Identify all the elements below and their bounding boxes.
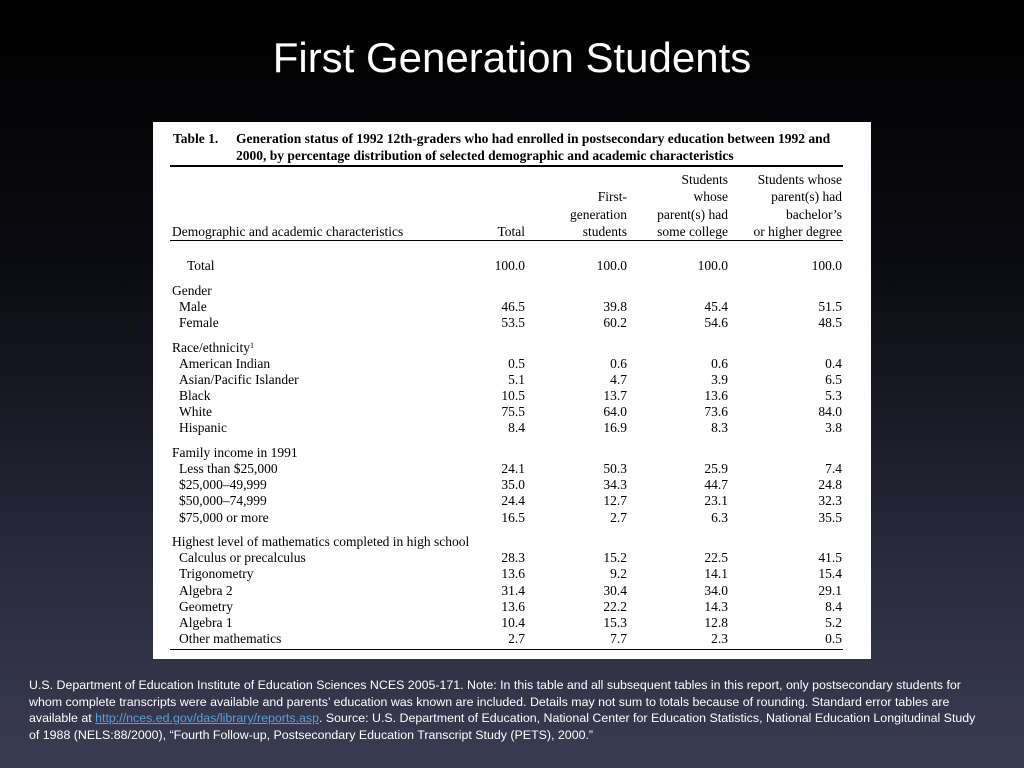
header-rule: [170, 240, 843, 241]
column-header-first-line: generation: [570, 206, 627, 222]
table-cell-some: 23.1: [704, 493, 728, 509]
row-label: Black: [179, 388, 211, 404]
table-cell-first: 39.8: [603, 299, 627, 315]
table-cell-first: 9.2: [610, 566, 627, 582]
table-cell-bach: 7.4: [825, 461, 842, 477]
table-cell-total: 24.1: [501, 461, 525, 477]
table-cell-bach: 6.5: [825, 372, 842, 388]
table-cell-first: 16.9: [603, 420, 627, 436]
footer-source: . Source: U.S. Department of Education, National Center for Education Statistics, National Education Longitudinal Study of 1988 (NELS:88/2000), “Fourth Follow-up, Postsecondary Education Transcript Study (PETS), 2000.”: [29, 711, 976, 742]
table-cell-first: 2.7: [610, 509, 627, 525]
table-cell-some: 2.3: [711, 630, 728, 646]
column-header-bach-line: bachelor’s: [786, 206, 842, 222]
table-cell-some: 8.3: [711, 420, 728, 436]
table-cell-total: 53.5: [501, 315, 525, 331]
bottom-rule: [170, 649, 843, 650]
row-label: Hispanic: [179, 420, 227, 436]
table-cell-some: 6.3: [711, 509, 728, 525]
row-label: White: [179, 404, 212, 420]
table-cell-some: 44.7: [704, 477, 728, 493]
table-cell-bach: 84.0: [818, 404, 842, 420]
row-label-total: Total: [187, 258, 215, 273]
table-cell-total: 5.1: [508, 372, 525, 388]
table-cell-total: 10.5: [501, 388, 525, 404]
table-cell-bach: 29.1: [818, 582, 842, 598]
row-label: Other mathematics: [179, 630, 282, 646]
table-cell-some: 25.9: [704, 461, 728, 477]
table-cell-total: 10.4: [501, 614, 525, 630]
table-cell-some: 22.5: [704, 550, 728, 566]
table-cell-bach: 100.0: [811, 258, 842, 273]
row-label: Algebra 1: [179, 614, 233, 630]
table-cell-bach: 0.5: [825, 630, 842, 646]
table-cell-some: 73.6: [704, 404, 728, 420]
column-header-bach-line: Students whose: [757, 171, 842, 187]
table-cell-bach: 41.5: [818, 550, 842, 566]
column-header-first-line: students: [582, 224, 627, 239]
column-header-some-line: Students: [681, 171, 728, 187]
table-cell-some: 45.4: [704, 299, 728, 315]
group-title-text: Highest level of mathematics completed in high school: [172, 534, 470, 550]
table-cell-first: 34.3: [603, 477, 627, 493]
table-number: Table 1.: [173, 131, 219, 146]
table-cell-first: 60.2: [603, 315, 627, 331]
table-cell-total: 13.6: [501, 598, 525, 614]
table-cell-total: 46.5: [501, 299, 525, 315]
table-cell-some: 3.9: [711, 372, 728, 388]
table-cell-first: 15.2: [603, 550, 627, 566]
table-image: [153, 122, 871, 659]
table-cell-bach: 48.5: [818, 315, 842, 331]
table-title: Generation status of 1992 12th-graders who had enrolled in postsecondary education between 1992 and 2000, by percentage distribution of selected demographic and academic characteristics: [236, 131, 831, 163]
table-cell-total: 0.5: [508, 356, 525, 371]
table-cell-bach: 35.5: [818, 509, 842, 525]
table-cell-some: 14.3: [704, 598, 728, 614]
group-title-text: Gender: [172, 283, 212, 298]
row-label: Asian/Pacific Islander: [179, 372, 299, 388]
table-cell-bach: 3.8: [825, 420, 842, 436]
top-rule: [170, 165, 843, 167]
table-cell-first: 15.3: [603, 614, 627, 630]
table-cell-some: 34.0: [704, 582, 728, 598]
row-label: $25,000–49,999: [179, 477, 267, 493]
table-cell-total: 8.4: [508, 420, 525, 436]
table-cell-first: 12.7: [603, 493, 627, 509]
table-cell-some: 12.8: [704, 614, 728, 630]
table-cell-first: 50.3: [603, 461, 627, 477]
table-cell-bach: 8.4: [825, 598, 842, 614]
column-header-total-line: Total: [497, 224, 525, 239]
table-cell-bach: 5.3: [825, 388, 842, 404]
table-cell-bach: 32.3: [818, 493, 842, 509]
footer-link[interactable]: http://nces.ed.gov/das/library/reports.asp: [95, 711, 319, 726]
column-header-bach-line: or higher degree: [753, 224, 842, 239]
table-cell-total: 13.6: [501, 566, 525, 582]
table-cell-first: 30.4: [603, 582, 627, 598]
table-cell-total: 2.7: [508, 630, 525, 646]
table-cell-first: 0.6: [610, 356, 627, 371]
table-cell-total: 100.0: [494, 258, 525, 273]
group-title: [172, 282, 212, 299]
footer-text: U.S. Department of Education Institute of Education Sciences NCES 2005-171. Note: In this table and all subsequent tables in this report, only postsecondary students for whom complete transcripts were available and parents’ education was known are included. Details may not sum to totals because of rounding. Standard error tables are available at: [29, 678, 961, 726]
group-title-text: Family income in 1991: [172, 445, 298, 461]
footer-note: [29, 677, 989, 743]
table-cell-total: 31.4: [501, 582, 525, 598]
table-cell-some: 100.0: [697, 258, 728, 273]
group-title: [172, 339, 254, 356]
table-cell-some: 14.1: [704, 566, 728, 582]
row-label: Male: [179, 299, 207, 315]
table-cell-first: 13.7: [603, 388, 627, 404]
table-cell-some: 13.6: [704, 388, 728, 404]
table-cell-first: 64.0: [603, 404, 627, 420]
table-cell-first: 4.7: [610, 372, 627, 388]
table-cell-first: 100.0: [596, 258, 627, 273]
table-cell-total: 28.3: [501, 550, 525, 566]
footnote-marker: 1: [249, 340, 254, 350]
row-label: Algebra 2: [179, 582, 233, 598]
slide-title: First Generation Students: [272, 34, 752, 81]
row-label: Geometry: [179, 598, 233, 614]
row-label: Trigonometry: [179, 566, 254, 582]
column-header-some-line: some college: [657, 224, 728, 239]
row-label: $50,000–74,999: [179, 493, 267, 509]
row-label: Female: [179, 315, 219, 331]
column-header-characteristics: Demographic and academic characteristics: [172, 224, 404, 239]
column-header-first-line: First-: [597, 189, 627, 204]
row-label: American Indian: [179, 356, 271, 371]
row-label: Calculus or precalculus: [179, 550, 306, 566]
table-cell-bach: 15.4: [818, 566, 842, 582]
column-header-some-line: parent(s) had: [657, 206, 728, 222]
group-title: [172, 533, 469, 550]
group-title-text: Race/ethnicity: [172, 339, 250, 355]
row-label: Less than $25,000: [179, 461, 278, 477]
table-cell-bach: 51.5: [818, 299, 842, 315]
table-cell-total: 24.4: [501, 493, 525, 509]
table-cell-first: 7.7: [610, 630, 627, 646]
table-cell-first: 22.2: [603, 598, 627, 614]
table-cell-some: 0.6: [711, 356, 728, 371]
table-cell-total: 75.5: [501, 404, 525, 420]
table-cell-bach: 24.8: [818, 477, 842, 493]
table-cell-some: 54.6: [704, 315, 728, 331]
column-header-some-line: whose: [693, 189, 728, 204]
column-header-bach-line: parent(s) had: [771, 189, 842, 204]
table-cell-bach: 0.4: [825, 356, 842, 371]
group-title: [172, 444, 298, 461]
table-cell-total: 35.0: [501, 477, 525, 493]
table-cell-total: 16.5: [501, 509, 525, 525]
row-label: $75,000 or more: [179, 509, 269, 525]
table-cell-bach: 5.2: [825, 614, 842, 630]
